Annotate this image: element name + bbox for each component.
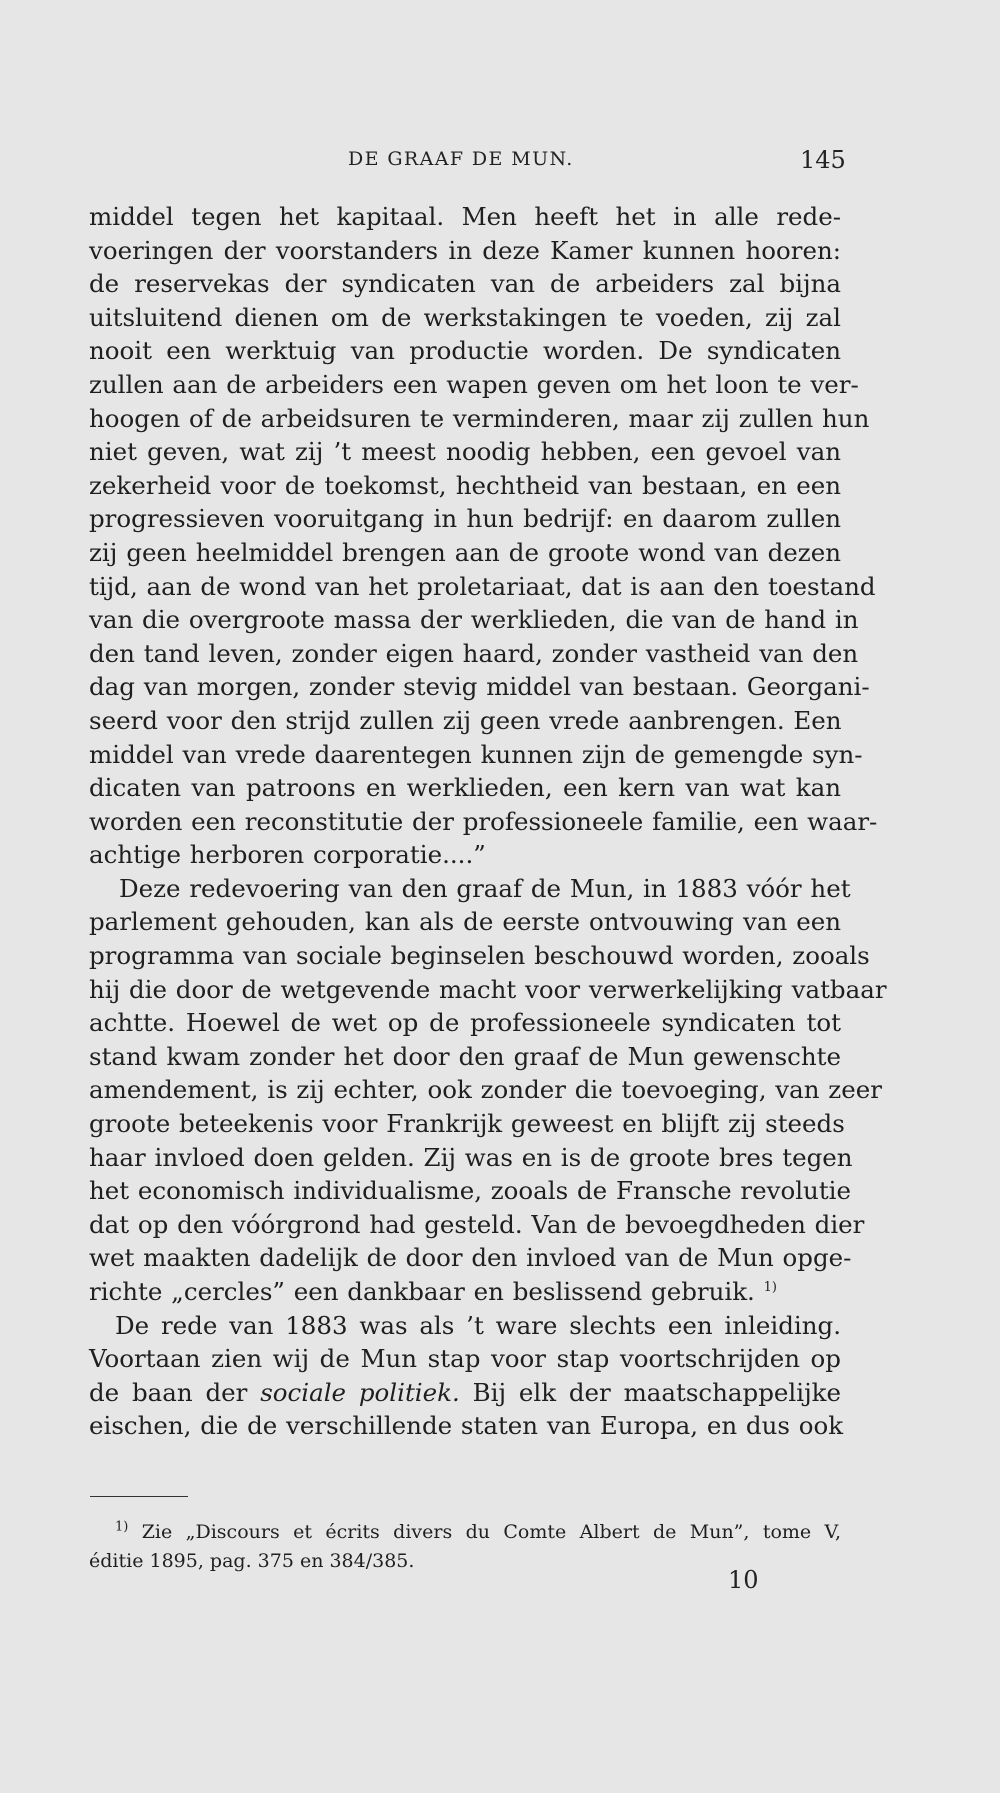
text-line-with-italic (89, 1376, 841, 1410)
text-segment: Bij elk der maatschappelijke (472, 1377, 842, 1407)
text-line: tijd, aan de wond van het proletariaat, dat is aan den toestand (89, 571, 876, 601)
text-line: groote beteekenis voor Frankrijk geweest en blijft zij steeds (89, 1109, 845, 1139)
text-line: dicaten van patroons en werklieden, een kern van wat kan (89, 773, 841, 803)
text-line-with-note (89, 1275, 841, 1309)
text-line: stand kwam zonder het door den graaf de Mun gewenschte (89, 1041, 841, 1071)
footnote-marker: 1) (115, 1519, 129, 1535)
footnote-line (89, 1518, 841, 1547)
text-segment: de baan der (89, 1377, 248, 1407)
text-line: dag van morgen, zonder stevig middel van bestaan. Georgani- (89, 672, 870, 702)
text-line: de reservekas der syndicaten van de arbeiders zal bijna (89, 269, 841, 299)
text-line: van die overgroote massa der werklieden, die van de hand in (89, 605, 859, 635)
text-line: nooit een werktuig van productie worden. De syndicaten (89, 336, 841, 366)
text-line: zullen aan de arbeiders een wapen geven om het loon te ver- (89, 369, 859, 399)
text-line: amendement, is zij echter, ook zonder die toevoeging, van zeer (89, 1075, 882, 1105)
text-line: middel tegen het kapitaal. Men heeft het in alle rede- (89, 202, 841, 231)
text-line: achtige herboren corporatie....” (89, 840, 486, 870)
text-line: zekerheid voor de toekomst, hechtheid van bestaan, en een (89, 470, 841, 500)
running-title: DE GRAAF DE MUN. (348, 148, 574, 170)
text-line: achtte. Hoewel de wet op de professioneele syndicaten tot (89, 1008, 841, 1038)
text-line: wet maakten dadelijk de door den invloed van de Mun opge- (89, 1243, 852, 1273)
footnote-line: éditie 1895, pag. 375 en 384/385. (89, 1550, 415, 1572)
text-line: het economisch individualisme, zooals de Fransche revolutie (89, 1176, 852, 1206)
text-line: seerd voor den strijd zullen zij geen vrede aanbrengen. Een (89, 705, 842, 735)
text-line: middel van vrede daarentegen kunnen zijn de gemengde syn- (89, 739, 863, 769)
text-line: Voortaan zien wij de Mun stap voor stap voortschrijden op (89, 1344, 841, 1374)
text-line: worden een reconstitutie der professioneele familie, een waar- (89, 806, 878, 836)
paragraph-start-line: De rede van 1883 was als ’t ware slechts een inleiding. (115, 1310, 841, 1340)
text-line: richte „cercles” een dankbaar en beslissend gebruik. (89, 1277, 755, 1306)
footnote-divider (90, 1496, 188, 1497)
text-line: dat op den vóórgrond had gesteld. Van de bevoegdheden dier (89, 1209, 865, 1239)
text-line: niet geven, wat zij ’t meest noodig hebben, een gevoel van (89, 437, 841, 467)
text-line: voeringen der voorstanders in deze Kamer kunnen hooren: (89, 235, 841, 265)
text-line: hij die door de wetgevende macht voor verwerkelijking vatbaar (89, 974, 887, 1004)
text-line: parlement gehouden, kan als de eerste ontvouwing van een (89, 907, 841, 937)
text-line: uitsluitend dienen om de werkstakingen te voeden, zij zal (89, 302, 841, 332)
page-number: 145 (800, 146, 846, 174)
italic-phrase: sociale politiek. (260, 1377, 460, 1407)
signature-number: 10 (728, 1566, 759, 1594)
paragraph-start-line: Deze redevoering van den graaf de Mun, in 1883 vóór het (119, 873, 851, 903)
text-line: den tand leven, zonder eigen haard, zonder vastheid van den (89, 638, 859, 668)
text-line: hoogen of de arbeidsuren te verminderen, maar zij zullen hun (89, 403, 870, 433)
text-line: programma van sociale beginselen beschouwd worden, zooals (89, 941, 870, 971)
text-line: progressieven vooruitgang in hun bedrijf: en daarom zullen (89, 504, 841, 534)
text-line: haar invloed doen gelden. Zij was en is de groote bres tegen (89, 1142, 853, 1172)
text-line: eischen, die de verschillende staten van Europa, en dus ook (89, 1411, 844, 1441)
text-line: zij geen heelmiddel brengen aan de groote wond van dezen (89, 537, 841, 567)
footnote-reference[interactable]: 1) (763, 1279, 777, 1295)
body-text (89, 200, 887, 1443)
footnote-text: Zie „Discours et écrits divers du Comte Albert de Mun”, tome V, (141, 1521, 841, 1543)
